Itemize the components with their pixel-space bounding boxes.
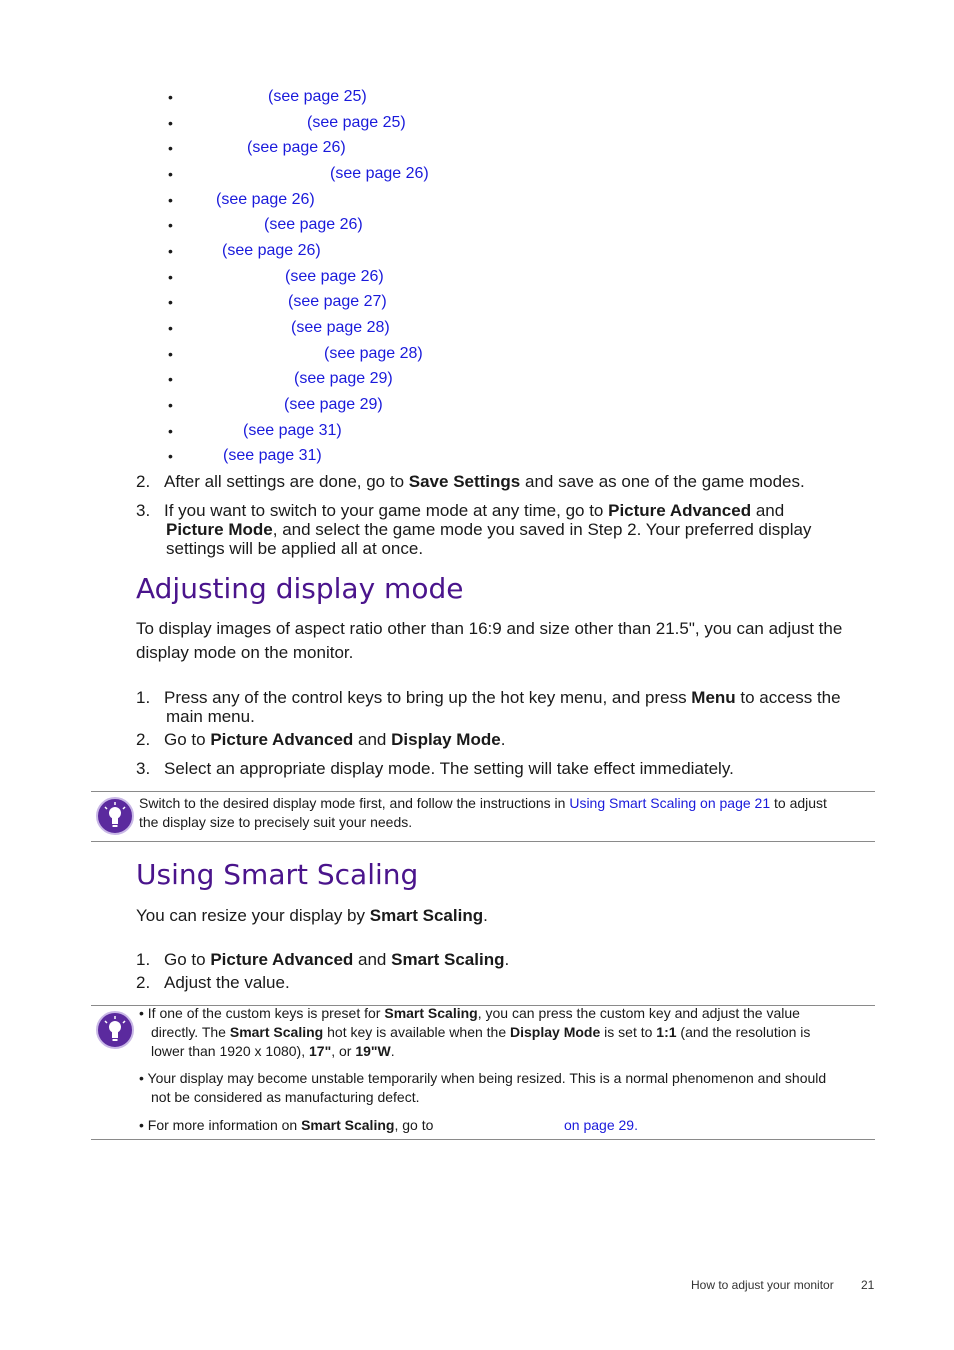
bullet-item xyxy=(168,266,568,288)
bullet-dot: • xyxy=(168,192,173,208)
bullet-item xyxy=(168,86,568,108)
see-page-link[interactable]: (see page 26) xyxy=(285,268,384,285)
step-text: Adjust the value. xyxy=(164,973,290,992)
lightbulb-icon xyxy=(96,797,134,835)
note-item: • If one of the custom keys is preset for Smart Scaling, you can press the custom key and adjust the value xyxy=(139,1005,800,1021)
note-item: • For more information on Smart Scaling, go to xyxy=(139,1117,434,1133)
note-text-continued: the display size to precisely suit your needs. xyxy=(139,814,413,830)
bullet-item xyxy=(168,240,568,262)
note-page-link[interactable]: on page 29. xyxy=(564,1117,638,1133)
step-text-continued: settings will be applied all at once. xyxy=(166,539,424,558)
see-page-link[interactable]: (see page 26) xyxy=(264,216,363,233)
step-number: 1. xyxy=(136,688,151,707)
bullet-item xyxy=(168,189,568,211)
bullet-dot: • xyxy=(168,89,173,105)
smart-scaling-link[interactable]: Using Smart Scaling on page 21 xyxy=(569,795,771,811)
see-page-link[interactable]: (see page 26) xyxy=(222,242,321,259)
step-text-continued: Picture Mode, and select the game mode you saved in Step 2. Your preferred display xyxy=(166,520,812,539)
lightbulb-icon xyxy=(96,1011,134,1049)
bullet-dot: • xyxy=(168,269,173,285)
bullet-item xyxy=(168,137,568,159)
see-page-link[interactable]: (see page 25) xyxy=(307,114,406,131)
step-text: If you want to switch to your game mode at any time, go to Picture Advanced and xyxy=(164,501,785,520)
step-text: Go to Picture Advanced and Display Mode. xyxy=(164,730,506,749)
note-item-continued: not be considered as manufacturing defect. xyxy=(151,1089,420,1105)
see-page-link[interactable]: (see page 26) xyxy=(247,139,346,156)
bullet-dot: • xyxy=(168,166,173,182)
bullet-dot: • xyxy=(168,294,173,310)
step-number: 3. xyxy=(136,759,151,778)
bullet-dot: • xyxy=(168,371,173,387)
see-page-link[interactable]: (see page 29) xyxy=(284,396,383,413)
intro-text: You can resize your display by Smart Scaling. xyxy=(136,906,488,925)
note-text: Switch to the desired display mode first, and follow the instructions in Using Smart Scaling on page 21 to adjust xyxy=(139,795,827,811)
see-page-link[interactable]: (see page 28) xyxy=(291,319,390,336)
see-page-link[interactable]: (see page 25) xyxy=(268,88,367,105)
bullet-item xyxy=(168,394,568,416)
note-item: • Your display may become unstable temporarily when being resized. This is a normal phenomenon and should xyxy=(139,1070,827,1086)
note-item-continued: directly. The Smart Scaling hot key is available when the Display Mode is set to 1:1 (and the resolution is xyxy=(151,1024,811,1040)
bullet-item xyxy=(168,112,568,134)
see-page-link[interactable]: (see page 28) xyxy=(324,345,423,362)
intro-text: To display images of aspect ratio other than 16:9 and size other than 21.5", you can adjust the xyxy=(136,619,843,638)
step-number: 2. xyxy=(136,730,151,749)
bullet-dot: • xyxy=(168,217,173,233)
bullet-dot: • xyxy=(168,397,173,413)
footer-page-number: 21 xyxy=(861,1278,875,1292)
section-heading-smart-scaling: Using Smart Scaling xyxy=(136,858,419,891)
step-number: 2. xyxy=(136,472,151,491)
bullet-dot: • xyxy=(168,320,173,336)
bullet-dot: • xyxy=(168,448,173,464)
see-page-link[interactable]: (see page 27) xyxy=(288,293,387,310)
see-page-link[interactable]: (see page 31) xyxy=(243,422,342,439)
note-bottom-rule xyxy=(91,1139,875,1140)
step-number: 1. xyxy=(136,950,151,969)
step-text: Go to Picture Advanced and Smart Scaling. xyxy=(164,950,510,969)
note-top-rule xyxy=(91,791,875,792)
bullet-item xyxy=(168,368,568,390)
see-page-link[interactable]: (see page 26) xyxy=(216,191,315,208)
step-text-continued: main menu. xyxy=(166,707,255,726)
bullet-item xyxy=(168,214,568,236)
bullet-dot: • xyxy=(168,423,173,439)
bullet-dot: • xyxy=(168,140,173,156)
see-page-link[interactable]: (see page 31) xyxy=(223,447,322,464)
footer-chapter-title: How to adjust your monitor xyxy=(691,1278,834,1292)
bullet-item xyxy=(168,445,568,467)
see-page-link[interactable]: (see page 26) xyxy=(330,165,429,182)
see-page-link[interactable]: (see page 29) xyxy=(294,370,393,387)
bullet-dot: • xyxy=(168,346,173,362)
bullet-item xyxy=(168,343,568,365)
step-text: Press any of the control keys to bring up the hot key menu, and press Menu to access the xyxy=(164,688,841,707)
note-bottom-rule xyxy=(91,841,875,842)
bullet-item xyxy=(168,163,568,185)
note-item-continued: lower than 1920 x 1080), 17", or 19"W. xyxy=(151,1043,395,1059)
step-number: 3. xyxy=(136,501,151,520)
step-text: After all settings are done, go to Save Settings and save as one of the game modes. xyxy=(164,472,805,491)
bullet-item xyxy=(168,317,568,339)
intro-text: display mode on the monitor. xyxy=(136,643,354,662)
bullet-item xyxy=(168,291,568,313)
section-heading-display-mode: Adjusting display mode xyxy=(136,572,464,605)
step-text: Select an appropriate display mode. The setting will take effect immediately. xyxy=(164,759,734,778)
step-number: 2. xyxy=(136,973,151,992)
bullet-dot: • xyxy=(168,243,173,259)
bullet-dot: • xyxy=(168,115,173,131)
bullet-item xyxy=(168,420,568,442)
